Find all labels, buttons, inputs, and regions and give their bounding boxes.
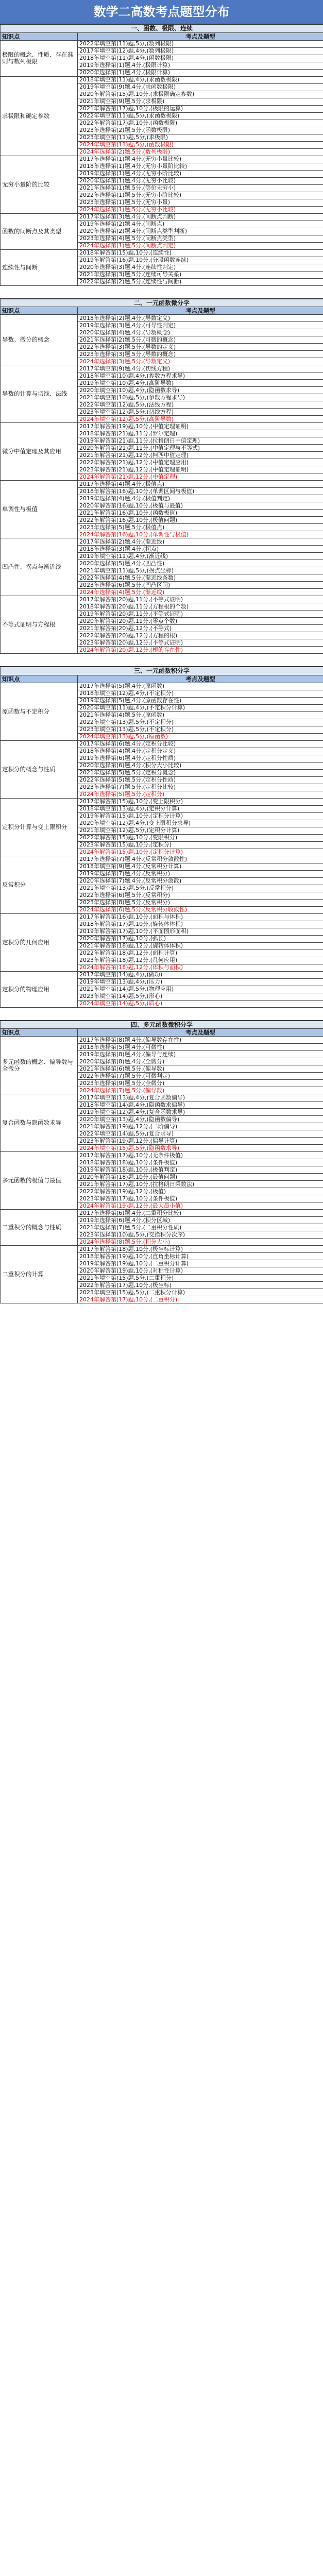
- topic-cell: 导数的计算与切线、法线: [1, 365, 78, 423]
- table-row: [1, 538, 323, 546]
- exam-entry: 2022年解答第(21)题,12分,(中值定理应用): [78, 459, 323, 466]
- exam-entry: 2019年选择第(3)题,4分,(可导性判定): [78, 322, 323, 329]
- exam-entry: 2020年选择第(3)题,4分,(连续性判定): [78, 264, 323, 271]
- exam-entry: 2022年选择第(6)题,5分,(反常积分): [78, 892, 323, 899]
- table-row: [1, 365, 323, 372]
- exam-entry: 2018年填空第(14)题,4分,(隐函数求偏导): [78, 1101, 323, 1109]
- exam-entry: 2019年填空第(13)题,4分,(压力): [78, 978, 323, 986]
- exam-entry: 2021年填空第(14)题,5分,(物理应用): [78, 986, 323, 993]
- table-row: [1, 315, 323, 322]
- exam-entry: 2017年填空第(12)题,4分,(数列极限): [78, 47, 323, 55]
- header-knowledge-point: 知识点: [1, 32, 78, 40]
- exam-entry: 2020年选择第(4)题,4分,(导数概念): [78, 329, 323, 336]
- exam-entry: 2023年选择第(8)题,5分,(反常积分): [78, 899, 323, 906]
- exam-entry: 2024年填空第(12)题,5分,(高阶导数): [78, 416, 323, 423]
- exam-entry: 2017年填空第(9)题,4分,(切线方程): [78, 365, 323, 372]
- topic-cell: 不等式证明与方程根: [1, 596, 78, 654]
- exam-entry: 2022年填空第(13)题,5分,(不定积分): [78, 719, 323, 726]
- topic-cell: 微分中值定理及其应用: [1, 423, 78, 481]
- header-question-types: 考点及题型: [78, 675, 323, 683]
- exam-entry: 2021年填空第(9)题,5分,(求极限): [78, 98, 323, 105]
- exam-entry: 2019年选择第(8)题,4分,(偏导与连续): [78, 1051, 323, 1058]
- exam-entry: 2018年填空第(11)题,4分,(求函数极限): [78, 76, 323, 83]
- exam-entry: 2022年选择第(3)题,5分,(导数的定义): [78, 344, 323, 351]
- table-row: [1, 856, 323, 863]
- exam-entry: 2024年选择第(5)题,5分,(定积分): [78, 791, 323, 798]
- exam-entry: 2019年选择第(1)题,4分,(极限计算): [78, 62, 323, 69]
- exam-entry: 2019年填空第(10)题,4分,(高阶导数): [78, 380, 323, 387]
- sections-container: [0, 24, 323, 1303]
- exam-entry: 2020年解答第(15)题,10分,(求极限确定参数): [78, 91, 323, 98]
- exam-entry: 2022年填空第(12)题,5分,(法线方程): [78, 401, 323, 409]
- topic-cell: 二重积分的计算: [1, 1246, 78, 1303]
- exam-entry: 2019年选择第(7)题,4分,(反常积分): [78, 870, 323, 877]
- table-row: [1, 213, 323, 221]
- section-spacer: [0, 286, 323, 298]
- header-knowledge-point: 知识点: [1, 675, 78, 683]
- table-row: [1, 1037, 323, 1044]
- exam-entry: 2022年解答第(15)题,10分,(变限积分): [78, 834, 323, 841]
- exam-entry: 2017年选择第(3)题,4分,(间断点判断): [78, 213, 323, 221]
- exam-entry: 2021年填空第(10)题,5分,(参数方程求导): [78, 394, 323, 401]
- exam-entry: 2018年填空第(11)题,4分,(函数极限): [78, 55, 323, 62]
- exam-entry: 2022年选择第(2)题,5分,(连续性与间断): [78, 278, 323, 285]
- table-row: [1, 1094, 323, 1101]
- exam-entry: 2018年填空第(9)题,4分,(反常积分计算): [78, 863, 323, 870]
- exam-entry: 2017年解答第(19)题,10分,(中值定理证明): [78, 423, 323, 430]
- exam-entry: 2020年填空第(12)题,4分,(变上限积分求导): [78, 820, 323, 827]
- exam-entry: 2022年选择第(4)题,5分,(渐近线条数): [78, 574, 323, 582]
- exam-entry: 2021年解答第(20)题,12分,(不等式): [78, 625, 323, 632]
- exam-entry: 2019年填空第(11)题,4分,(渐近线): [78, 553, 323, 560]
- exam-entry: 2022年解答第(18)题,12分,(面积计算): [78, 950, 323, 957]
- table-row: [1, 40, 323, 47]
- exam-entry: 2018年选择第(1)题,4分,(无穷小量阶比较): [78, 163, 323, 170]
- exam-entry: 2019年解答第(17)题,10分,(平面图形面积): [78, 928, 323, 935]
- exam-entry: 2017年解答第(15)题,10分,(变上限积分): [78, 798, 323, 805]
- topic-cell: 原函数与不定积分: [1, 683, 78, 740]
- exam-entry: 2023年解答第(15)题,10分,(定积分): [78, 841, 323, 849]
- section-title: 二、一元函数微分学: [1, 299, 323, 307]
- topic-cell: 凹凸性、拐点与渐近线: [1, 538, 78, 596]
- exam-entry: 2023年填空第(14)题,5分,(形心): [78, 993, 323, 1000]
- exam-entry: 2018年选择第(4)题,4分,(定积分定义): [78, 748, 323, 755]
- exam-entry: 2017年解答第(17)题,10分,(无条件极值): [78, 1152, 323, 1159]
- topic-cell: 多元函数的极值与最值: [1, 1152, 78, 1210]
- exam-entry: 2022年解答第(17)题,10分,(函数极限): [78, 120, 323, 127]
- exam-entry: 2021年填空第(15)题,5分,(二重积分): [78, 1275, 323, 1282]
- exam-entry: 2020年解答第(16)题,10分,(极值与最值): [78, 502, 323, 510]
- exam-entry: 2019年填空第(12)题,4分,(复合函数求导): [78, 1109, 323, 1116]
- exam-entry: 2024年选择第(1)题,5分,(无穷小比较): [78, 206, 323, 213]
- exam-entry: 2019年解答第(16)题,10分,(分段函数连续): [78, 257, 323, 264]
- table-row: [1, 481, 323, 488]
- exam-entry: 2020年选择第(1)题,4分,(极限计算): [78, 69, 323, 76]
- table-row: [1, 1210, 323, 1217]
- exam-entry: 2017年解答第(16)题,10分,(面积与体积): [78, 913, 323, 921]
- table-row: [1, 1152, 323, 1159]
- exam-entry: 2020年选择第(8)题,4分,(全微分): [78, 1058, 323, 1065]
- exam-entry: 2022年选择第(5)题,5分,(定积分性质): [78, 776, 323, 784]
- exam-entry: 2019年解答第(18)题,10分,(极值判定): [78, 1166, 323, 1174]
- table-row: [1, 156, 323, 163]
- exam-entry: 2020年解答第(18)题,10分,(最值问题): [78, 1174, 323, 1181]
- exam-entry: 2019年选择第(1)题,4分,(无穷小阶比较): [78, 170, 323, 177]
- exam-entry: 2022年解答第(17)题,10分,(极坐标): [78, 1282, 323, 1289]
- topic-cell: 复合函数与隐函数求导: [1, 1094, 78, 1152]
- exam-entry: 2023年选择第(5)题,5分,(极值点): [78, 524, 323, 531]
- topic-cell: 单调性与极值: [1, 481, 78, 538]
- header-question-types: 考点及题型: [78, 1029, 323, 1037]
- exam-entry: 2021年选择第(2)题,5分,(可微的概念): [78, 336, 323, 344]
- exam-entry: 2022年填空第(11)题,5分,(数列极限): [78, 40, 323, 47]
- topic-cell: 定积分计算与变上限积分: [1, 798, 78, 856]
- topic-cell: 极限的概念、性质、存在准则与数列极限: [1, 40, 78, 76]
- section-table: [0, 666, 323, 1008]
- topic-cell: 无穷小量阶的比较: [1, 156, 78, 213]
- section-table: [0, 24, 323, 286]
- exam-entry: 2021年填空第(12)题,5分,(定积分计算): [78, 827, 323, 834]
- section-spacer: [0, 654, 323, 666]
- section-title-row: [1, 24, 323, 32]
- exam-entry: 2024年选择第(2)题,5分,(数列极限): [78, 148, 323, 156]
- section-title-row: [1, 299, 323, 307]
- topic-cell: 定积分的物理应用: [1, 971, 78, 1007]
- exam-entry: 2019年选择第(6)题,4分,(积分区域): [78, 1217, 323, 1224]
- exam-entry: 2020年填空第(10)题,4分,(隐函数求导): [78, 387, 323, 394]
- exam-entry: 2023年填空第(15)题,5分,(二重积分计算): [78, 1289, 323, 1296]
- section-table: [0, 1020, 323, 1304]
- exam-entry: 2022年解答第(16)题,10分,(极值问题): [78, 517, 323, 524]
- exam-entry: 2019年解答第(15)题,10分,(定积分计算): [78, 812, 323, 820]
- exam-entry: 2022年选择第(7)题,5分,(可微判定): [78, 1073, 323, 1080]
- exam-entry: 2023年解答第(20)题,12分,(不等式证明): [78, 639, 323, 647]
- exam-entry: 2021年解答第(19)题,12分,(二阶偏导): [78, 1123, 323, 1130]
- exam-entry: 2021年解答第(16)题,10分,(函数极值): [78, 510, 323, 517]
- table-row: [1, 1246, 323, 1253]
- exam-entry: 2017年选择第(7)题,4分,(反常积分敛散性): [78, 856, 323, 863]
- exam-entry: 2023年解答第(17)题,10分,(条件极值): [78, 1195, 323, 1202]
- exam-entry: 2024年选择第(7)题,5分,(偏导数): [78, 1087, 323, 1094]
- exam-entry: 2022年解答第(19)题,12分,(极值): [78, 1188, 323, 1195]
- section-spacer: [0, 1008, 323, 1020]
- exam-entry: 2017年选择第(6)题,4分,(二重积分比较): [78, 1210, 323, 1217]
- exam-entry: 2024年解答第(15)题,10分,(定积分计算): [78, 849, 323, 856]
- header-row: [1, 675, 323, 683]
- table-row: [1, 249, 323, 257]
- exam-entry: 2023年填空第(13)题,5分,(不定积分): [78, 726, 323, 733]
- exam-entry: 2021年选择第(5)题,5分,(定积分概念): [78, 769, 323, 776]
- exam-entry: 2022年选择第(1)题,5分,(无穷小阶比较): [78, 192, 323, 199]
- exam-entry: 2023年选择第(7)题,5分,(定积分比较): [78, 784, 323, 791]
- section-title-row: [1, 667, 323, 675]
- exam-entry: 2020年选择第(5)题,4分,(凹凸性): [78, 560, 323, 567]
- table-row: [1, 423, 323, 430]
- exam-entry: 2024年填空第(15)题,5分,(隐函数求导): [78, 1145, 323, 1152]
- topic-cell: 导数、微分的概念: [1, 315, 78, 365]
- exam-entry: 2019年选择第(4)题,4分,(极值判定): [78, 495, 323, 502]
- exam-entry: 2021年选择第(1)题,5分,(等价无穷小): [78, 184, 323, 192]
- table-row: [1, 913, 323, 921]
- exam-entry: 2024年解答第(18)题,12分,(体积与面积): [78, 964, 323, 971]
- header-knowledge-point: 知识点: [1, 1029, 78, 1037]
- topic-cell: 二重积分的概念与性质: [1, 1210, 78, 1246]
- exam-entry: 2020年选择第(2)题,4分,(间断点类型判断): [78, 228, 323, 235]
- exam-entry: 2018年解答第(15)题,10分,(连续性): [78, 249, 323, 257]
- exam-entry: 2024年解答第(19)题,12分,(最大最小值): [78, 1202, 323, 1210]
- exam-entry: 2024年选择第(3)题,5分,(导数定义): [78, 358, 323, 365]
- exam-entry: 2021年选择第(7)题,5分,(二重积分性质): [78, 1224, 323, 1231]
- exam-entry: 2018年选择第(3)题,4分,(拐点): [78, 546, 323, 553]
- exam-entry: 2019年选择第(6)题,4分,(定积分性质): [78, 755, 323, 762]
- header-knowledge-point: 知识点: [1, 307, 78, 315]
- exam-entry: 2024年填空第(11)题,5分,(函数极限): [78, 141, 323, 148]
- exam-entry: 2021年解答第(21)题,12分,(柯西中值定理): [78, 452, 323, 459]
- section-table: [0, 298, 323, 654]
- table-row: [1, 683, 323, 690]
- header-row: [1, 1029, 323, 1037]
- exam-entry: 2020年选择第(7)题,4分,(反常积分敛散): [78, 877, 323, 885]
- exam-entry: 2021年解答第(18)题,12分,(旋转体体积): [78, 942, 323, 950]
- section-title: 三、一元函数积分学: [1, 667, 323, 675]
- exam-entry: 2022年填空第(11)题,5分,(求函数极限): [78, 112, 323, 120]
- topic-cell: 多元函数的概念、偏导数与全微分: [1, 1037, 78, 1094]
- exam-entry: 2017年选择第(4)题,4分,(极值点): [78, 481, 323, 488]
- exam-entry: 2017年解答第(18)题,10分,(极坐标计算): [78, 1246, 323, 1253]
- exam-entry: 2024年解答第(17)题,10分,(二重积分): [78, 1296, 323, 1303]
- exam-entry: 2023年填空第(12)题,5分,(切线方程): [78, 409, 323, 416]
- header-row: [1, 307, 323, 315]
- exam-entry: 2021年选择第(6)题,5分,(偏导数): [78, 1065, 323, 1073]
- exam-entry: 2019年选择第(2)题,4分,(间断点): [78, 221, 323, 228]
- exam-entry: 2020年选择第(1)题,4分,(无穷小比较): [78, 177, 323, 184]
- table-row: [1, 76, 323, 83]
- exam-entry: 2020年填空第(13)题,4分,(隐函数偏导): [78, 1116, 323, 1123]
- exam-entry: 2024年选择第(1)题,5分,(间断点判定): [78, 242, 323, 249]
- exam-entry: 2018年解答第(20)题,11分,(方程根的个数): [78, 603, 323, 611]
- exam-entry: 2023年选择第(9)题,5分,(全微分): [78, 1080, 323, 1087]
- exam-entry: 2024年填空第(13)题,5分,(原函数): [78, 733, 323, 740]
- exam-entry: 2024年解答第(16)题,10分,(单调性与极值): [78, 531, 323, 538]
- exam-entry: 2022年解答第(20)题,12分,(方程的根): [78, 632, 323, 639]
- exam-entry: 2018年解答第(18)题,10分,(条件极值): [78, 1159, 323, 1166]
- exam-entry: 2019年解答第(20)题,11分,(不等式证明): [78, 611, 323, 618]
- table-row: [1, 971, 323, 978]
- exam-entry: 2018年填空第(10)题,4分,(参数方程求导): [78, 372, 323, 380]
- exam-entry: 2024年选择第(8)题,5分,(积分大小): [78, 1239, 323, 1246]
- exam-entry: 2021年选择第(3)题,5分,(连续可导关系): [78, 271, 323, 278]
- exam-entry: 2023年解答第(18)题,12分,(几何应用): [78, 957, 323, 964]
- exam-entry: 2017年选择第(6)题,4分,(定积分比较): [78, 740, 323, 748]
- exam-entry: 2018年解答第(16)题,10分,(单调区间与极值): [78, 488, 323, 495]
- section-title: 一、函数、极限、连续: [1, 24, 323, 32]
- exam-entry: 2018年解答第(19)题,10分,(直角坐标计算): [78, 1253, 323, 1260]
- exam-entry: 2020年解答第(21)题,11分,(中值定理与不等式): [78, 445, 323, 452]
- exam-entry: 2017年选择第(5)题,4分,(原函数): [78, 683, 323, 690]
- exam-entry: 2024年选择第(6)题,5分,(反常积分收敛性): [78, 906, 323, 913]
- page-title: 数学二高数考点题型分布: [0, 0, 323, 24]
- exam-entry: 2023年解答第(21)题,12分,(中值定理证明): [78, 466, 323, 473]
- section-title: 四、多元函数微积分学: [1, 1021, 323, 1029]
- exam-entry: 2021年填空第(13)题,5分,(反常积分): [78, 885, 323, 892]
- exam-entry: 2018年选择第(5)题,4分,(可微性): [78, 1044, 323, 1051]
- exam-entry: 2019年解答第(21)题,11分,(拉格朗日中值定理): [78, 437, 323, 445]
- exam-entry: 2023年选择第(4)题,5分,(间断点类型): [78, 235, 323, 242]
- exam-entry: 2020年填空第(11)题,4分,(不定积分计算): [78, 704, 323, 711]
- topic-cell: 定积分的几何应用: [1, 913, 78, 971]
- topic-cell: 反常积分: [1, 856, 78, 913]
- exam-entry: 2024年填空第(14)题,5分,(质心): [78, 1000, 323, 1007]
- exam-entry: 2017年解答第(20)题,11分,(不等式证明): [78, 596, 323, 603]
- header-question-types: 考点及题型: [78, 307, 323, 315]
- section-title-row: [1, 1021, 323, 1029]
- header-question-types: 考点及题型: [78, 32, 323, 40]
- topic-cell: 求极限和确定参数: [1, 76, 78, 156]
- exam-entry: 2023年选择第(2)题,5分,(函数极限): [78, 127, 323, 134]
- exam-entry: 2021年选择第(4)题,5分,(原函数): [78, 711, 323, 719]
- exam-entry: 2020年选择第(6)题,4分,(积分大小比较): [78, 762, 323, 769]
- exam-entry: 2024年选择第(4)题,5分,(渐近线): [78, 589, 323, 596]
- exam-entry: 2023年选择第(1)题,5分,(无穷小量): [78, 199, 323, 206]
- exam-entry: 2017年选择第(1)题,4分,(无穷小量比较): [78, 156, 323, 163]
- exam-entry: 2023年选择第(3)题,5分,(导数的概念): [78, 351, 323, 358]
- header-row: [1, 32, 323, 40]
- exam-entry: 2018年填空第(12)题,4分,(不定积分): [78, 690, 323, 697]
- exam-entry: 2018年解答第(17)题,10分,(旋转体体积): [78, 921, 323, 928]
- exam-entry: 2021年解答第(17)题,10分,(拉格朗日乘数法): [78, 1181, 323, 1188]
- exam-entry: 2017年选择第(8)题,4分,(偏导数存在性): [78, 1037, 323, 1044]
- exam-entry: 2019年填空第(9)题,4分,(求函数极限): [78, 83, 323, 91]
- table-row: [1, 798, 323, 805]
- table-row: [1, 596, 323, 603]
- exam-entry: 2024年解答第(21)题,12分,(中值定理): [78, 473, 323, 481]
- topic-cell: 定积分的概念与性质: [1, 740, 78, 798]
- exam-entry: 2021年解答第(17)题,10分,(极限的运算): [78, 105, 323, 112]
- exam-entry: 2022年填空第(14)题,5分,(复合求导): [78, 1130, 323, 1138]
- topic-cell: 连续性与间断: [1, 249, 78, 285]
- exam-entry: 2020年解答第(20)题,11分,(零点个数): [78, 618, 323, 625]
- exam-entry: 2023年选择第(10)题,5分,(交换积分次序): [78, 1231, 323, 1239]
- exam-entry: 2019年解答第(19)题,10分,(二重积分计算): [78, 1260, 323, 1267]
- exam-entry: 2024年解答第(20)题,12分,(根的存在性): [78, 647, 323, 654]
- table-row: [1, 740, 323, 748]
- exam-entry: 2018年填空第(13)题,4分,(定积分计算): [78, 805, 323, 812]
- exam-entry: 2017年选择第(2)题,4分,(渐近线): [78, 538, 323, 546]
- exam-entry: 2020年解答第(17)题,10分,(弧长): [78, 935, 323, 942]
- exam-entry: 2020年解答第(19)题,10分,(对称性计算): [78, 1267, 323, 1275]
- exam-entry: 2018年解答第(21)题,11分,(罗尔定理): [78, 430, 323, 437]
- topic-cell: 函数的间断点及其类型: [1, 213, 78, 249]
- exam-entry: 2018年选择第(2)题,4分,(导数定义): [78, 315, 323, 322]
- exam-entry: 2023年填空第(11)题,5分,(求极限): [78, 134, 323, 141]
- exam-entry: 2021年填空第(11)题,5分,(拐点坐标): [78, 567, 323, 574]
- exam-entry: 2023年解答第(19)题,12分,(偏导计算): [78, 1138, 323, 1145]
- exam-entry: 2017年填空第(14)题,4分,(做功): [78, 971, 323, 978]
- exam-entry: 2019年选择第(5)题,4分,(原函数存在性): [78, 697, 323, 704]
- exam-entry: 2023年选择第(6)题,5分,(凹凸区间): [78, 582, 323, 589]
- exam-entry: 2017年填空第(13)题,4分,(复合函数偏导): [78, 1094, 323, 1101]
